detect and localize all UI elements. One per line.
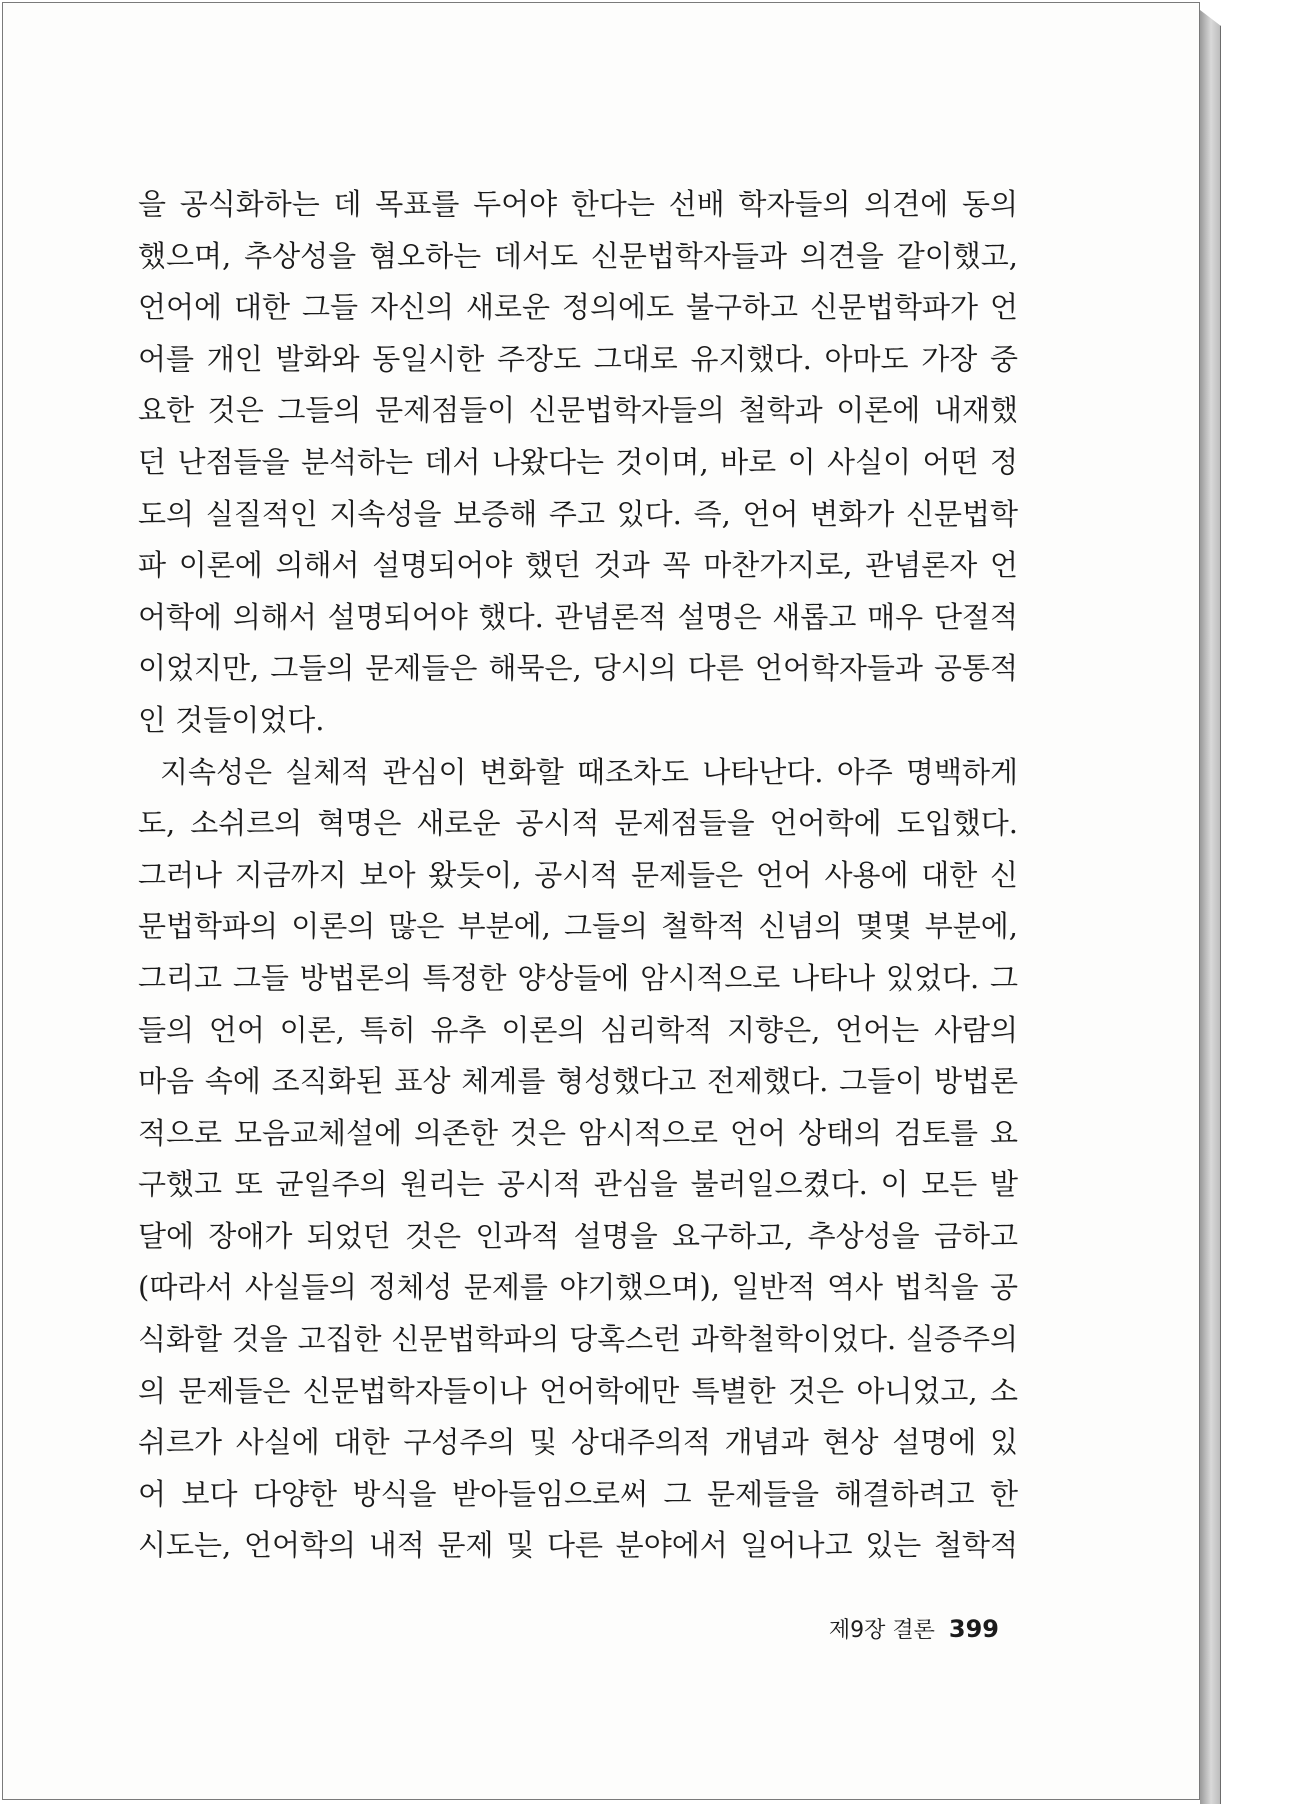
text-line: 던 난점들을 분석하는 데서 나왔다는 것이며, 바로 이 사실이 어떤 정 bbox=[138, 444, 1018, 479]
text-line: 요한 것은 그들의 문제점들이 신문법학자들의 철학과 이론에 내재했 bbox=[138, 393, 1018, 428]
text-line: 도의 실질적인 지속성을 보증해 주고 있다. 즉, 언어 변화가 신문법학 bbox=[138, 496, 1018, 531]
text-line: 달에 장애가 되었던 것은 인과적 설명을 요구하고, 추상성을 금하고 bbox=[138, 1218, 1018, 1253]
book-page bbox=[2, 2, 1200, 1800]
text-line: 도, 소쉬르의 혁명은 새로운 공시적 문제점들을 언어학에 도입했다. bbox=[138, 806, 1018, 841]
text-line-paragraph-start: 지속성은 실체적 관심이 변화할 때조차도 나타난다. 아주 명백하게 bbox=[160, 754, 1018, 789]
text-line: 마음 속에 조직화된 표상 체계를 형성했다고 전제했다. 그들이 방법론 bbox=[138, 1064, 1018, 1099]
text-line: 그리고 그들 방법론의 특정한 양상들에 암시적으로 나타나 있었다. 그 bbox=[138, 960, 1018, 995]
text-line-paragraph-end: 인 것들이었다. bbox=[138, 702, 325, 737]
text-line: 했으며, 추상성을 혐오하는 데서도 신문법학자들과 의견을 같이했고, bbox=[138, 238, 1018, 273]
text-line: 식화할 것을 고집한 신문법학파의 당혹스런 과학철학이었다. 실증주의 bbox=[138, 1322, 1018, 1357]
text-line: 그러나 지금까지 보아 왔듯이, 공시적 문제들은 언어 사용에 대한 신 bbox=[138, 857, 1018, 892]
text-line: 시도는, 언어학의 내적 문제 및 다른 분야에서 일어나고 있는 철학적 bbox=[138, 1528, 1018, 1563]
text-line: 파 이론에 의해서 설명되어야 했던 것과 꼭 마찬가지로, 관념론자 언 bbox=[138, 548, 1018, 583]
page-stack-edge bbox=[1200, 10, 1221, 1804]
text-line: 구했고 또 균일주의 원리는 공시적 관심을 불러일으켰다. 이 모든 발 bbox=[138, 1167, 1018, 1202]
page-number: 399 bbox=[948, 1615, 999, 1643]
text-line: 적으로 모음교체설에 의존한 것은 암시적으로 언어 상태의 검토를 요 bbox=[138, 1115, 1018, 1150]
text-line: 어 보다 다양한 방식을 받아들임으로써 그 문제들을 해결하려고 한 bbox=[138, 1476, 1018, 1511]
text-line: 의 문제들은 신문법학자들이나 언어학에만 특별한 것은 아니었고, 소 bbox=[138, 1373, 1018, 1408]
text-line: 문법학파의 이론의 많은 부분에, 그들의 철학적 신념의 몇몇 부분에, bbox=[138, 909, 1018, 944]
text-line: 들의 언어 이론, 특히 유추 이론의 심리학적 지향은, 언어는 사람의 bbox=[138, 1012, 1018, 1047]
page-footer bbox=[829, 1613, 999, 1644]
text-line: 을 공식화하는 데 목표를 두어야 한다는 선배 학자들의 의견에 동의 bbox=[138, 187, 1018, 221]
body-text bbox=[138, 179, 1018, 1572]
text-line: (따라서 사실들의 정체성 문제를 야기했으며), 일반적 역사 법칙을 공 bbox=[138, 1270, 1018, 1305]
text-line: 쉬르가 사실에 대한 구성주의 및 상대주의적 개념과 현상 설명에 있 bbox=[138, 1425, 1018, 1460]
text-line: 언어에 대한 그들 자신의 새로운 정의에도 불구하고 신문법학파가 언 bbox=[138, 290, 1018, 325]
text-line: 이었지만, 그들의 문제들은 해묵은, 당시의 다른 언어학자들과 공통적 bbox=[138, 651, 1018, 686]
text-line: 어를 개인 발화와 동일시한 주장도 그대로 유지했다. 아마도 가장 중 bbox=[138, 341, 1018, 376]
text-line: 어학에 의해서 설명되어야 했다. 관념론적 설명은 새롭고 매우 단절적 bbox=[138, 599, 1018, 634]
chapter-label: 제9장 결론 bbox=[828, 1618, 935, 1643]
